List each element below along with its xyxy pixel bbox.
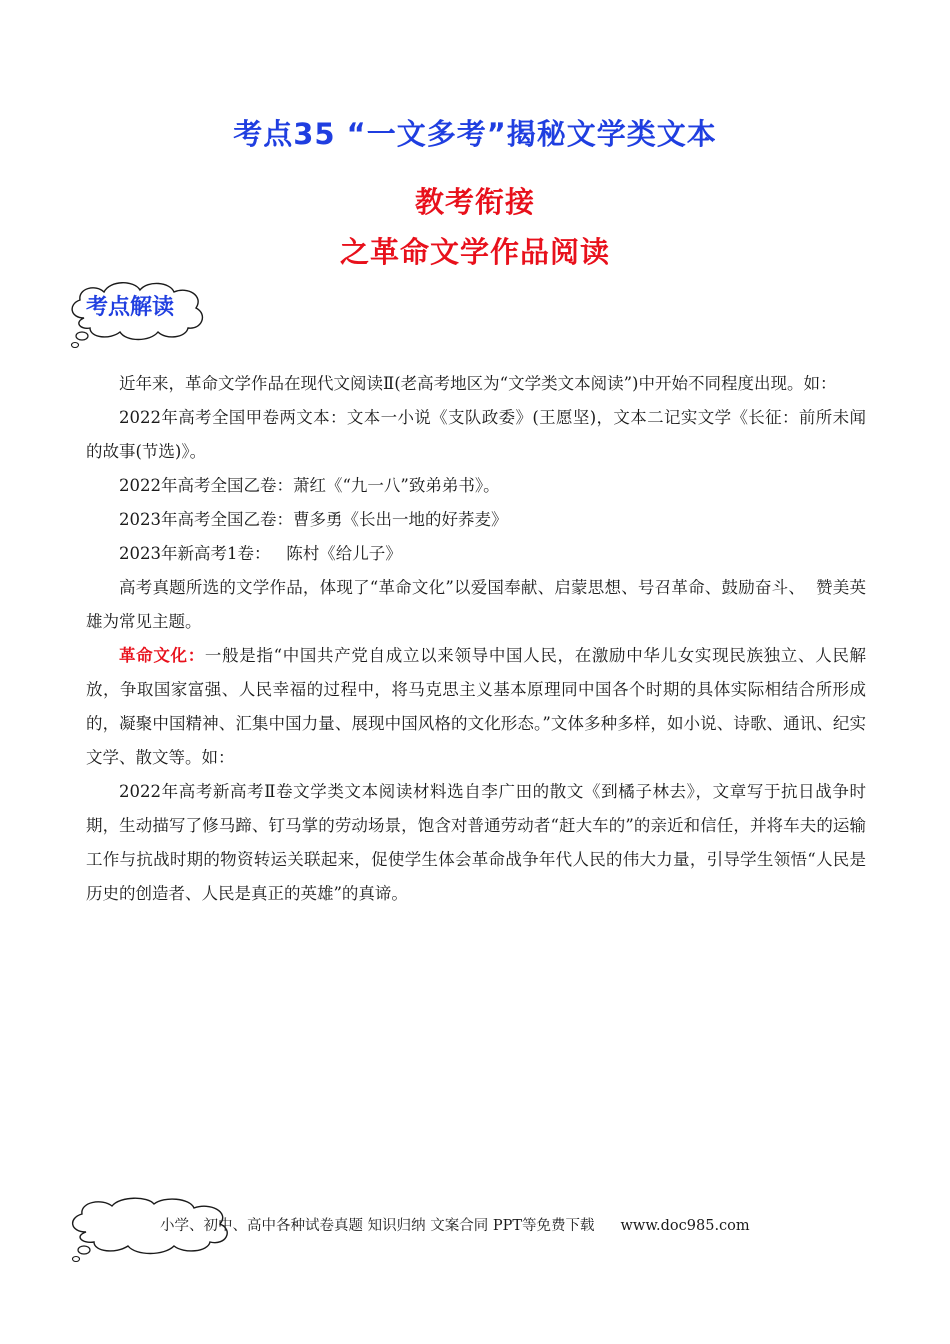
paragraph-themes: 高考真题所选的文学作品，体现了“革命文化”以爱国奉献、启蒙思想、号召革命、鼓励奋斗、 赞美英雄为常见主题。 — [86, 578, 866, 631]
definition-text: 一般是指“中国共产党自成立以来领导中国人民，在激励中华儿女实现民族独立、人民解放，争取国家富强、人民幸福的过程中，将马克思主义基本原理同中国各个时期的具体实际相结合所形成的，凝聚中国精神、汇集中国力量、展现中国风格的文化形态。”文体多种多样，如小说、诗歌、通讯、纪实文学、散文等。如： — [86, 646, 867, 767]
footer-url[interactable]: www.doc985.com — [620, 1218, 750, 1234]
paragraph-2022-jia: 2022年高考全国甲卷两文本：文本一小说《支队政委》(王愿坚)，文本二记实文学《长征：前所未闻的故事(节选)》。 — [86, 408, 866, 461]
paragraph-2023-yi: 2023年高考全国乙卷：曹多勇《长出一地的好荞麦》 — [119, 510, 508, 529]
paragraph-2022-yi: 2022年高考全国乙卷：萧红《“九一八”致弟弟书》。 — [119, 476, 500, 495]
paragraph-intro: 近年来，革命文学作品在现代文阅读Ⅱ(老高考地区为“文学类文本阅读”)中开始不同程度出现。如： — [119, 374, 837, 393]
paragraph-2023-new: 2023年新高考1卷： 陈村《给儿子》 — [119, 544, 402, 563]
section-badge-label: 考点解读 — [86, 295, 175, 320]
footer — [160, 1214, 820, 1235]
footer-text: 小学、初中、高中各种试卷真题 知识归纳 文案合同 PPT等免费下载 — [160, 1218, 595, 1234]
page-title: 考点35 “一文多考”揭秘文学类文本 — [233, 117, 717, 151]
subtitle-revolution: 之革命文学作品阅读 — [339, 235, 610, 269]
subtitle-teaching: 教考衔接 — [414, 185, 535, 219]
paragraph-definition — [86, 639, 866, 775]
article-body — [86, 367, 866, 911]
paragraph-2022-new-ii: 2022年高考新高考Ⅱ卷文学类文本阅读材料选自李广田的散文《到橘子林去》，文章写于抗日战争时期，生动描写了修马蹄、钉马掌的劳动场景，饱含对普通劳动者“赶大车的”的亲近和信任，并将车夫的运输工作与抗战时期的物资转运关联起来，促使学生体会革命战争年代人民的伟大力量，引导学生领悟“人民是历史的创造者、人民是真正的英雄”的真谛。 — [86, 782, 866, 903]
term-revolutionary-culture: 革命文化： — [119, 646, 205, 665]
section-badge — [62, 278, 212, 350]
